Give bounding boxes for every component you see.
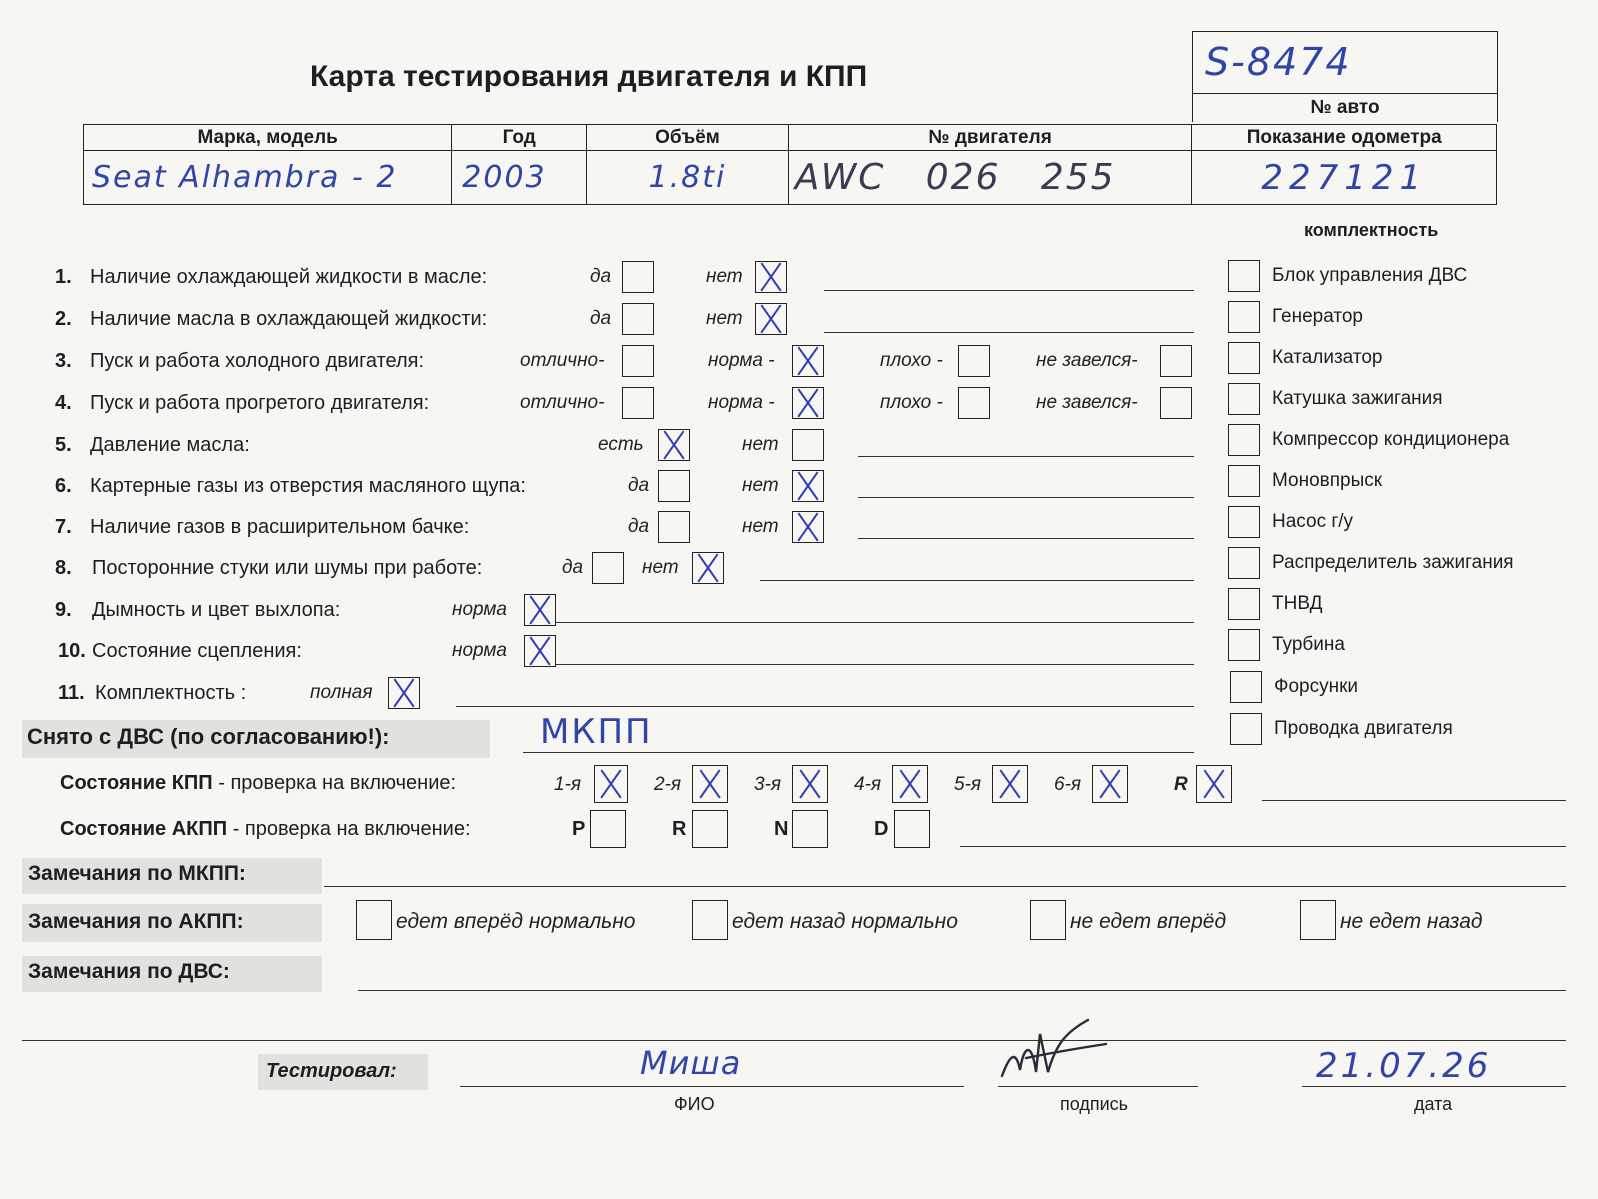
comp-injectors-checkbox[interactable]	[1230, 671, 1262, 703]
gear-1-label: 1-я	[554, 774, 582, 795]
q6-no-checkbox[interactable]	[792, 470, 824, 502]
akpp-backward-ok-label: едет назад нормально	[732, 910, 958, 933]
akpp-no-backward-label: не едет назад	[1340, 910, 1483, 933]
comp-coil-checkbox[interactable]	[1228, 383, 1260, 415]
q1-number: 1.	[55, 266, 72, 288]
q7-no-checkbox[interactable]	[792, 511, 824, 543]
q4-number: 4.	[55, 392, 72, 414]
q10-opt-normal: норма	[452, 640, 507, 661]
q3-excellent-checkbox[interactable]	[622, 345, 654, 377]
q1-text: Наличие охлаждающей жидкости в масле:	[90, 266, 488, 288]
odometer-value: 227121	[1261, 157, 1428, 198]
q9-normal-checkbox[interactable]	[524, 594, 556, 626]
q5-yes-checkbox[interactable]	[658, 429, 690, 461]
signature-image	[996, 1014, 1116, 1088]
q3-nostart-checkbox[interactable]	[1160, 345, 1192, 377]
year-value: 2003	[462, 160, 547, 195]
date-value: 21.07.26	[1316, 1046, 1492, 1086]
q7-note-line[interactable]	[858, 538, 1194, 539]
q3-opt-excellent: отлично-	[520, 350, 605, 371]
q7-opt-no: нет	[742, 516, 779, 537]
q9-opt-normal: норма	[452, 599, 507, 620]
vehicle-info-table	[83, 124, 1497, 205]
comp-monoinjection-label: Моновпрыск	[1272, 470, 1383, 491]
removed-line[interactable]	[523, 752, 1194, 753]
akpp-forward-ok-label: едет вперёд нормально	[396, 910, 636, 933]
q4-bad-checkbox[interactable]	[958, 387, 990, 419]
akpp-label	[60, 818, 471, 841]
remarks-akpp-label: Замечания по АКПП:	[28, 910, 244, 933]
akpp-note-line[interactable]	[960, 846, 1566, 847]
q9-note-line[interactable]	[556, 622, 1194, 623]
q1-no-checkbox[interactable]	[755, 261, 787, 293]
q1-opt-no: нет	[706, 266, 743, 287]
akpp-forward-ok-checkbox[interactable]	[356, 900, 392, 940]
q6-number: 6.	[55, 475, 72, 497]
remarks-mkpp-line[interactable]	[324, 886, 1566, 887]
q4-opt-nostart: не завелся-	[1036, 392, 1138, 413]
q4-nostart-checkbox[interactable]	[1160, 387, 1192, 419]
gear-3-label: 3-я	[754, 774, 782, 795]
q2-opt-yes: да	[590, 308, 612, 329]
remarks-dvs-line-2[interactable]	[22, 1040, 1566, 1041]
col-header-model: Марка, модель	[197, 126, 338, 148]
comp-ecu-checkbox[interactable]	[1228, 260, 1260, 292]
comp-wiring-checkbox[interactable]	[1230, 713, 1262, 745]
q5-opt-no: нет	[742, 434, 779, 455]
q2-number: 2.	[55, 308, 72, 330]
q4-text: Пуск и работа прогретого двигателя:	[90, 392, 430, 414]
removed-value: МКПП	[540, 712, 653, 752]
q7-opt-yes: да	[628, 516, 650, 537]
completeness-title: комплектность	[1304, 220, 1439, 240]
q8-no-checkbox[interactable]	[692, 552, 724, 584]
car-number-box	[1192, 31, 1498, 94]
gear-r-label: R	[1174, 774, 1188, 795]
q4-normal-checkbox[interactable]	[792, 387, 824, 419]
q8-opt-no: нет	[642, 557, 679, 578]
comp-ac-compressor-label: Компрессор кондиционера	[1272, 429, 1510, 450]
q5-note-line[interactable]	[858, 456, 1194, 457]
akpp-backward-ok-checkbox[interactable]	[692, 900, 728, 940]
q3-text: Пуск и работа холодного двигателя:	[90, 350, 425, 372]
q5-no-checkbox[interactable]	[792, 429, 824, 461]
gear-3-checkbox[interactable]	[792, 765, 828, 803]
akpp-no-forward-label: не едет вперёд	[1070, 910, 1227, 933]
q9-number: 9.	[55, 599, 72, 621]
comp-ps-pump-label: Насос г/у	[1272, 511, 1354, 532]
akpp-no-backward-checkbox[interactable]	[1300, 900, 1336, 940]
page-title: Карта тестирования двигателя и КПП	[310, 60, 868, 93]
kpp-label	[60, 772, 456, 795]
q8-yes-checkbox[interactable]	[592, 552, 624, 584]
q8-text: Посторонние стуки или шумы при работе:	[92, 557, 483, 579]
akpp-p-checkbox[interactable]	[590, 810, 626, 848]
akpp-label-rest: - проверка на включение:	[227, 818, 471, 840]
gear-4-checkbox[interactable]	[892, 765, 928, 803]
gear-r-checkbox[interactable]	[1196, 765, 1232, 803]
q3-opt-nostart: не завелся-	[1036, 350, 1138, 371]
q9-text: Дымность и цвет выхлопа:	[92, 599, 341, 621]
q5-text: Давление масла:	[90, 434, 250, 456]
akpp-p-label: P	[572, 818, 586, 840]
model-value: Seat Alhambra - 2	[92, 160, 398, 195]
q5-opt-yes: есть	[598, 434, 644, 455]
comp-coil-label: Катушка зажигания	[1272, 388, 1443, 409]
q11-opt-full: полная	[310, 682, 373, 703]
q7-text: Наличие газов в расширительном бачке:	[90, 516, 470, 538]
akpp-label-bold: Состояние АКПП	[60, 818, 228, 840]
akpp-d-label: D	[874, 818, 889, 840]
q3-opt-normal: норма -	[708, 350, 775, 371]
q8-number: 8.	[55, 557, 72, 579]
gear-4-label: 4-я	[854, 774, 882, 795]
comp-monoinjection-checkbox[interactable]	[1228, 465, 1260, 497]
removed-label-text: Снято с ДВС (по согласованию!):	[27, 724, 390, 749]
car-number-value: S-8474	[1205, 40, 1352, 84]
akpp-no-forward-checkbox[interactable]	[1030, 900, 1066, 940]
comp-turbo-label: Турбина	[1272, 634, 1345, 655]
q5-number: 5.	[55, 434, 72, 456]
q2-text: Наличие масла в охлаждающей жидкости:	[90, 308, 488, 330]
removed-label	[27, 724, 390, 750]
q8-note-line[interactable]	[760, 580, 1194, 581]
akpp-d-checkbox[interactable]	[894, 810, 930, 848]
comp-turbo-checkbox[interactable]	[1228, 629, 1260, 661]
remarks-mkpp-label: Замечания по МКПП:	[28, 862, 246, 885]
q2-opt-no: нет	[706, 308, 743, 329]
akpp-n-label: N	[774, 818, 789, 840]
col-header-volume: Объём	[655, 126, 720, 148]
q6-opt-yes: да	[628, 475, 650, 496]
comp-injection-pump-label: ТНВД	[1272, 593, 1323, 614]
q3-bad-checkbox[interactable]	[958, 345, 990, 377]
q10-note-line[interactable]	[556, 664, 1194, 665]
signature-caption: подпись	[1060, 1094, 1129, 1114]
kpp-label-rest: - проверка на включение:	[212, 772, 457, 794]
q6-yes-checkbox[interactable]	[658, 470, 690, 502]
tester-name-value: Миша	[640, 1044, 742, 1082]
comp-catalyst-checkbox[interactable]	[1228, 342, 1260, 374]
comp-generator-label: Генератор	[1272, 306, 1363, 327]
tester-name-caption: ФИО	[674, 1094, 715, 1114]
q7-number: 7.	[55, 516, 72, 538]
comp-ecu-label: Блок управления ДВС	[1272, 265, 1468, 286]
comp-distributor-checkbox[interactable]	[1228, 547, 1260, 579]
q2-no-checkbox[interactable]	[755, 303, 787, 335]
q10-number: 10.	[58, 640, 86, 662]
comp-ac-compressor-checkbox[interactable]	[1228, 424, 1260, 456]
comp-distributor-label: Распределитель зажигания	[1272, 552, 1514, 573]
comp-ps-pump-checkbox[interactable]	[1228, 506, 1260, 538]
q10-normal-checkbox[interactable]	[524, 635, 556, 667]
comp-wiring-label: Проводка двигателя	[1274, 718, 1453, 739]
gear-6-checkbox[interactable]	[1092, 765, 1128, 803]
comp-injectors-label: Форсунки	[1274, 676, 1358, 697]
volume-value: 1.8ti	[648, 160, 727, 195]
q4-opt-excellent: отлично-	[520, 392, 605, 413]
comp-generator-checkbox[interactable]	[1228, 301, 1260, 333]
q1-opt-yes: да	[590, 266, 612, 287]
q4-opt-bad: плохо -	[880, 392, 943, 413]
akpp-r-checkbox[interactable]	[692, 810, 728, 848]
col-header-odometer: Показание одометра	[1246, 126, 1442, 148]
engine-no-value: AWC 026 255	[794, 157, 1116, 198]
q11-text: Комплектность :	[95, 682, 247, 704]
kpp-label-bold: Состояние КПП	[60, 772, 213, 794]
akpp-n-checkbox[interactable]	[792, 810, 828, 848]
gear-2-checkbox[interactable]	[692, 765, 728, 803]
remarks-dvs-label: Замечания по ДВС:	[28, 960, 230, 983]
car-number-label-cell	[1192, 93, 1498, 122]
gear-5-label: 5-я	[954, 774, 982, 795]
q4-excellent-checkbox[interactable]	[622, 387, 654, 419]
q11-full-checkbox[interactable]	[388, 677, 420, 709]
gear-2-label: 2-я	[654, 774, 682, 795]
q11-number: 11.	[58, 682, 85, 704]
q1-note-line[interactable]	[824, 290, 1194, 291]
tested-label: Тестировал:	[266, 1060, 397, 1082]
remarks-dvs-line[interactable]	[358, 990, 1566, 991]
q10-text: Состояние сцепления:	[92, 640, 302, 662]
q6-note-line[interactable]	[858, 497, 1194, 498]
q8-opt-yes: да	[562, 557, 584, 578]
q2-yes-checkbox[interactable]	[622, 303, 654, 335]
q6-text: Картерные газы из отверстия масляного щупа:	[90, 475, 526, 497]
gear-5-checkbox[interactable]	[992, 765, 1028, 803]
kpp-note-line[interactable]	[1262, 800, 1566, 801]
col-header-engine-no: № двигателя	[928, 126, 1052, 148]
q3-number: 3.	[55, 350, 72, 372]
gear-1-checkbox[interactable]	[594, 765, 628, 803]
q11-note-line[interactable]	[456, 706, 1194, 707]
q3-normal-checkbox[interactable]	[792, 345, 824, 377]
q2-note-line[interactable]	[824, 332, 1194, 333]
comp-catalyst-label: Катализатор	[1272, 347, 1383, 368]
q3-opt-bad: плохо -	[880, 350, 943, 371]
q1-yes-checkbox[interactable]	[622, 261, 654, 293]
car-number-label: № авто	[1310, 97, 1380, 118]
date-line[interactable]	[1302, 1086, 1566, 1087]
tester-name-line[interactable]	[460, 1086, 964, 1087]
signature-line[interactable]	[998, 1086, 1198, 1087]
q4-opt-normal: норма -	[708, 392, 775, 413]
comp-injection-pump-checkbox[interactable]	[1228, 588, 1260, 620]
q7-yes-checkbox[interactable]	[658, 511, 690, 543]
col-header-year: Год	[502, 126, 536, 148]
gear-6-label: 6-я	[1054, 774, 1082, 795]
akpp-r-label: R	[672, 818, 687, 840]
date-caption: дата	[1414, 1094, 1453, 1114]
q6-opt-no: нет	[742, 475, 779, 496]
